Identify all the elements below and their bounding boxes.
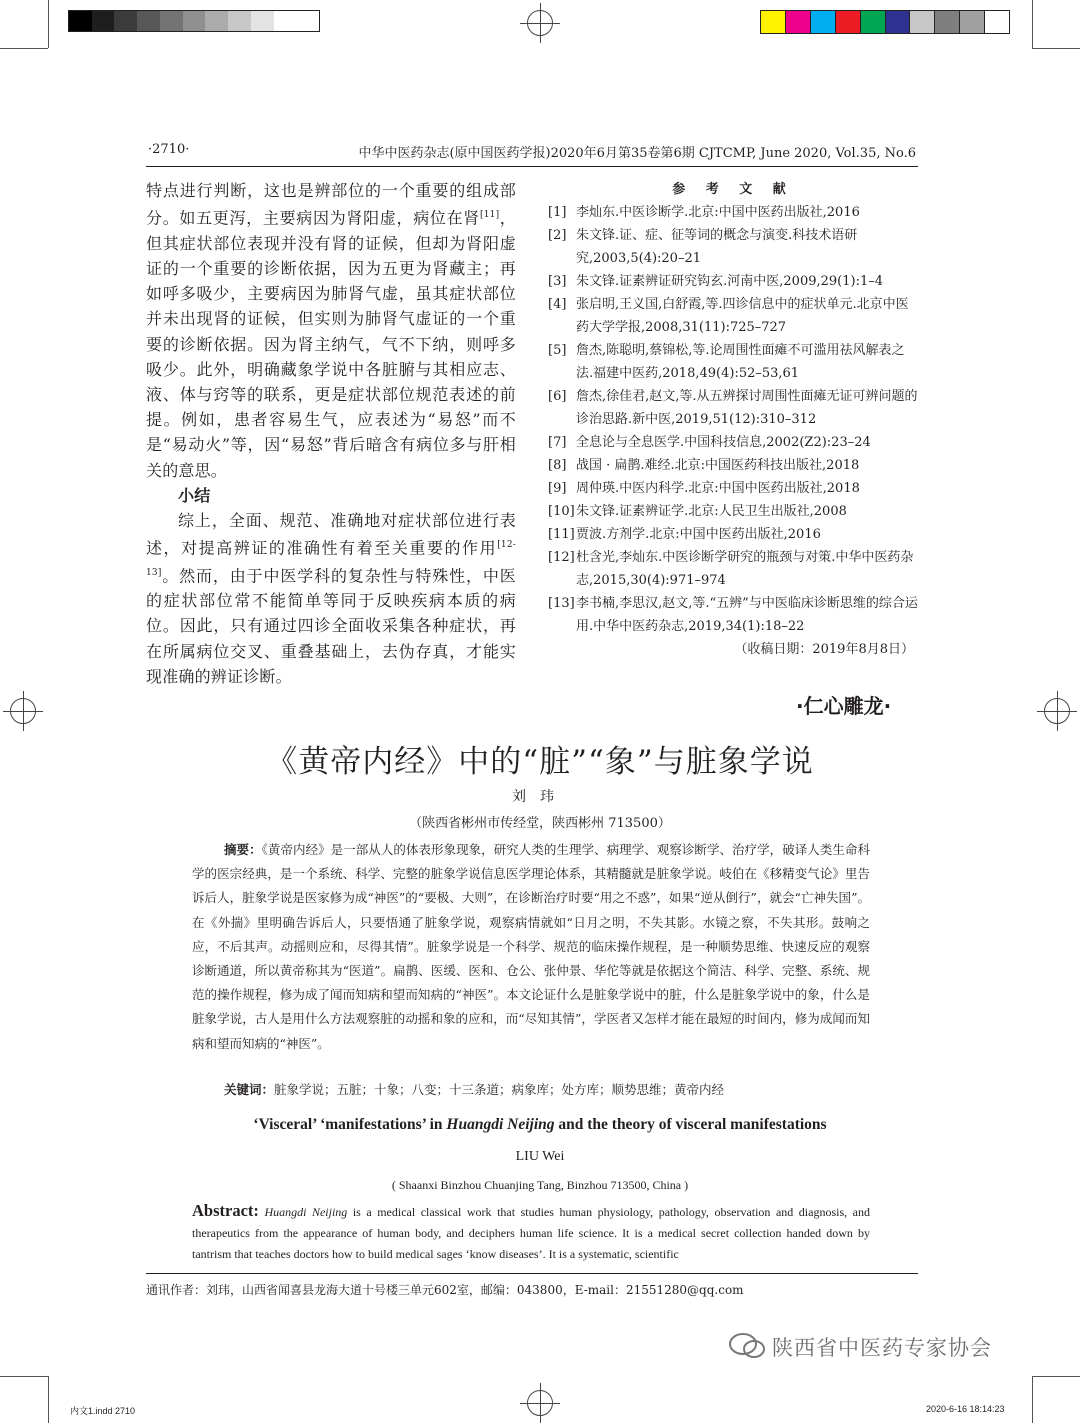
indd-timestamp: 2020-6-16 18:14:23	[926, 1404, 1005, 1414]
gray-swatch	[114, 11, 137, 31]
reference-item: [4] 张启明,王义国,白舒霞,等.四诊信息中的症状单元.北京中医药大学学报,2008,31(11):725–727	[548, 297, 909, 335]
crop-mark	[0, 48, 48, 49]
corresponding-author-footnote: 通讯作者：刘玮，山西省闻喜县龙海大道十号楼三单元602室，邮编：043800，E-mail：21551280@qq.com	[146, 1283, 744, 1297]
reference-list	[548, 201, 918, 638]
keywords-label: 关键词：	[224, 1082, 275, 1097]
running-header	[148, 142, 916, 162]
english-title: ‘Visceral’ ‘manifestations’ in Huangdi Neijing and the theory of visceral manifestations	[253, 1116, 827, 1133]
reference-item: [11] 贾波.方剂学.北京:中国中医药出版社,2016	[548, 527, 821, 542]
english-affiliation: ( Shaanxi Binzhou Chuanjing Tang, Binzhou 713500, China )	[391, 1178, 689, 1192]
color-swatch	[935, 11, 960, 33]
abstract-label: Abstract:	[192, 1201, 259, 1220]
body-paragraph: 特点进行判断，这也是辨部位的一个重要的组成部分。如五更泻，主要病因为肾阳虚，病位在肾[11]，但其症状部位表现并没有肾的证候，但却为肾阳虚证的一个重要的诊断依据，因为五更为肾藏主；再如呼多吸少，主要病因为肺肾气虚，虽其症状部位并未出现肾的证候，但实则为肺肾气虚证的一个重要的诊断依据。因为肾主纳气，气不下纳，则呼多吸少。此外，明确藏象学说中各脏腑与其相应志、液、体与窍等的联系，更是症状部位规范表述的前提。例如，患者容易生气，应表述为“易怒”而不是“易动火”等，因“易怒”背后暗含有病位多与肝相关的意思。	[146, 181, 516, 480]
reference-item: [8] 战国 · 扁鹊.难经.北京:中国医药科技出版社,2018	[548, 458, 860, 473]
color-swatch	[811, 11, 836, 33]
grayscale-calibration-bar	[68, 10, 320, 32]
gray-swatch	[228, 11, 251, 31]
crop-mark	[0, 1376, 48, 1377]
registration-mark	[1044, 698, 1070, 724]
english-author: LIU Wei	[515, 1149, 565, 1164]
references	[548, 178, 918, 661]
wechat-icon	[728, 1332, 768, 1360]
reference-item: [12] 杜含光,李灿东.中医诊断学研究的瓶颈与对策.中华中医药杂志,2015,30(4):971–974	[548, 550, 914, 588]
reference-item: [5] 詹杰,陈聪明,蔡锦松,等.论周围性面瘫不可滥用祛风解表之法.福建中医药,2018,49(4):52–53,61	[548, 343, 905, 381]
article-title: 《黄帝内经》中的“脏”“象”与脏象学说	[266, 744, 814, 780]
reference-item: [13] 李书楠,李思汉,赵文,等.“五辨”与中医临床诊断思维的综合运用.中华中医药杂志,2019,34(1):18–22	[548, 596, 918, 634]
crop-mark	[1032, 1376, 1033, 1423]
gray-swatch	[160, 11, 183, 31]
references-title: 参 考 文 献	[672, 182, 794, 197]
english-abstract: Abstract: Huangdi Neijing is a medical classical work that studies human physiology, pathology, observation and diagnosis, and therapeutics from the appearance of human body, and deciphers human life science. It is a medical secret collection handed down by tantrism that teaches doctors how to build medical sages ‘know diseases’. It is a systematic, scientific	[192, 1201, 870, 1261]
reference-item: [9] 周仲瑛.中医内科学.北京:中国中医药出版社,2018	[548, 481, 860, 496]
reference-item: [6] 詹杰,徐佳君,赵文,等.从五辨探讨周围性面瘫无证可辨问题的诊治思路.新中医,2019,51(12):310–312	[548, 389, 918, 427]
color-swatch	[836, 11, 861, 33]
crop-mark	[48, 0, 49, 48]
column-tag: ·仁心雕龙·	[796, 694, 892, 718]
gray-swatch	[69, 11, 92, 31]
indd-file-label: 内文1.indd 2710	[70, 1406, 136, 1416]
article-affiliation: （陕西省彬州市传经堂，陕西彬州 713500）	[409, 816, 671, 831]
keywords: 关键词：脏象学说；五脏；十象；八变；十三条道；病象库；处方库；顺势思维；黄帝内经	[224, 1082, 725, 1097]
gray-swatch	[205, 11, 228, 31]
left-column	[146, 178, 516, 689]
body-paragraph: 综上，全面、规范、准确地对症状部位进行表述，对提高辨证的准确性有着至关重要的作用[12-13]。然而，由于中医学科的复杂性与特殊性，中医的症状部位常不能简单等同于反映疾病本质的病位。因此，只有通过四诊全面收采集各种症状，再在所属病位交叉、重叠基础上，去伪存真，才能实现准确的辨证诊断。	[146, 510, 516, 686]
registration-mark	[527, 10, 553, 36]
gray-swatch	[274, 11, 297, 31]
color-swatch	[910, 11, 935, 33]
color-swatch	[861, 11, 886, 33]
gray-swatch	[92, 11, 115, 31]
article-author: 刘玮	[512, 789, 568, 805]
gray-swatch	[251, 11, 274, 31]
header-rule	[146, 166, 918, 167]
color-calibration-bar	[760, 10, 1010, 34]
registration-mark	[527, 1390, 553, 1416]
received-date: （收稿日期：2019年8月8日）	[734, 642, 914, 657]
crop-mark	[1032, 1376, 1080, 1377]
chinese-abstract: 摘要：《黄帝内经》是一部从人的体表形象现象，研究人类的生理学、病理学、观察诊断学、治疗学，破译人类生命科学的医宗经典，是一个系统、科学、完整的脏象学说信息医学理论体系，其精髓就是脏象学说。岐伯在《移精变气论》里告诉后人，脏象学说是医家修为成“神医”的“要极、大则”，在诊断治疗时要“用之不惑”，如果“逆从倒行”，就会“亡神失国”。在《外揣》里明确告诉后人，只要悟通了脏象学说，观察病情就如“日月之明，不失其影。水镜之察，不失其形。鼓响之应，不后其声。动摇则应和，尽得其情”。脏象学说是一个科学、规范的临床操作规程，是一种顺势思维、快速反应的观察诊断通道，所以黄帝称其为“医道”。扁鹊、医缓、医和、仓公、张仲景、华佗等就是依据这个简洁、科学、完整、系统、规范的操作规程，修为成了闻而知病和望而知病的“神医”。本文论证什么是脏象学说中的脏，什么是脏象学说中的象，什么是脏象学说，古人是用什么方法观察脏的动摇和象的应和，而“尽知其情”，学医者又怎样才能在最短的时间内，修为成闻而知病和望而知病的“神医”。	[192, 842, 870, 1051]
watermark: 陕西省中医药专家协会	[772, 1336, 992, 1360]
crop-mark	[48, 1376, 49, 1423]
color-swatch	[985, 11, 1009, 33]
reference-item: [3] 朱文锋.证素辨证研究钩玄.河南中医,2009,29(1):1–4	[548, 274, 883, 289]
color-swatch	[786, 11, 811, 33]
color-swatch	[886, 11, 911, 33]
journal-info: 中华中医药杂志(原中国医药学报)2020年6月第35卷第6期 CJTCMP, June 2020, Vol.35, No.6	[358, 146, 916, 161]
crop-mark	[1032, 0, 1033, 48]
reference-item: [7] 全息论与全息医学.中国科技信息,2002(Z2):23–24	[548, 435, 871, 450]
abstract-label: 摘要：	[224, 842, 262, 857]
gray-swatch	[137, 11, 160, 31]
section-title: 小结	[178, 485, 211, 505]
gray-swatch	[183, 11, 206, 31]
page-number: ·2710·	[148, 142, 190, 157]
gray-swatch	[296, 11, 319, 31]
color-swatch	[761, 11, 786, 33]
crop-mark	[1032, 48, 1080, 49]
reference-item: [2] 朱文锋.证、症、征等词的概念与演变.科技术语研究,2003,5(4):20–21	[548, 228, 858, 266]
reference-item: [10] 朱文锋.证素辨证学.北京:人民卫生出版社,2008	[548, 504, 847, 519]
reference-item: [1] 李灿东.中医诊断学.北京:中国中医药出版社,2016	[548, 205, 860, 220]
footnote-rule	[146, 1273, 918, 1274]
color-swatch	[960, 11, 985, 33]
registration-mark	[10, 698, 36, 724]
